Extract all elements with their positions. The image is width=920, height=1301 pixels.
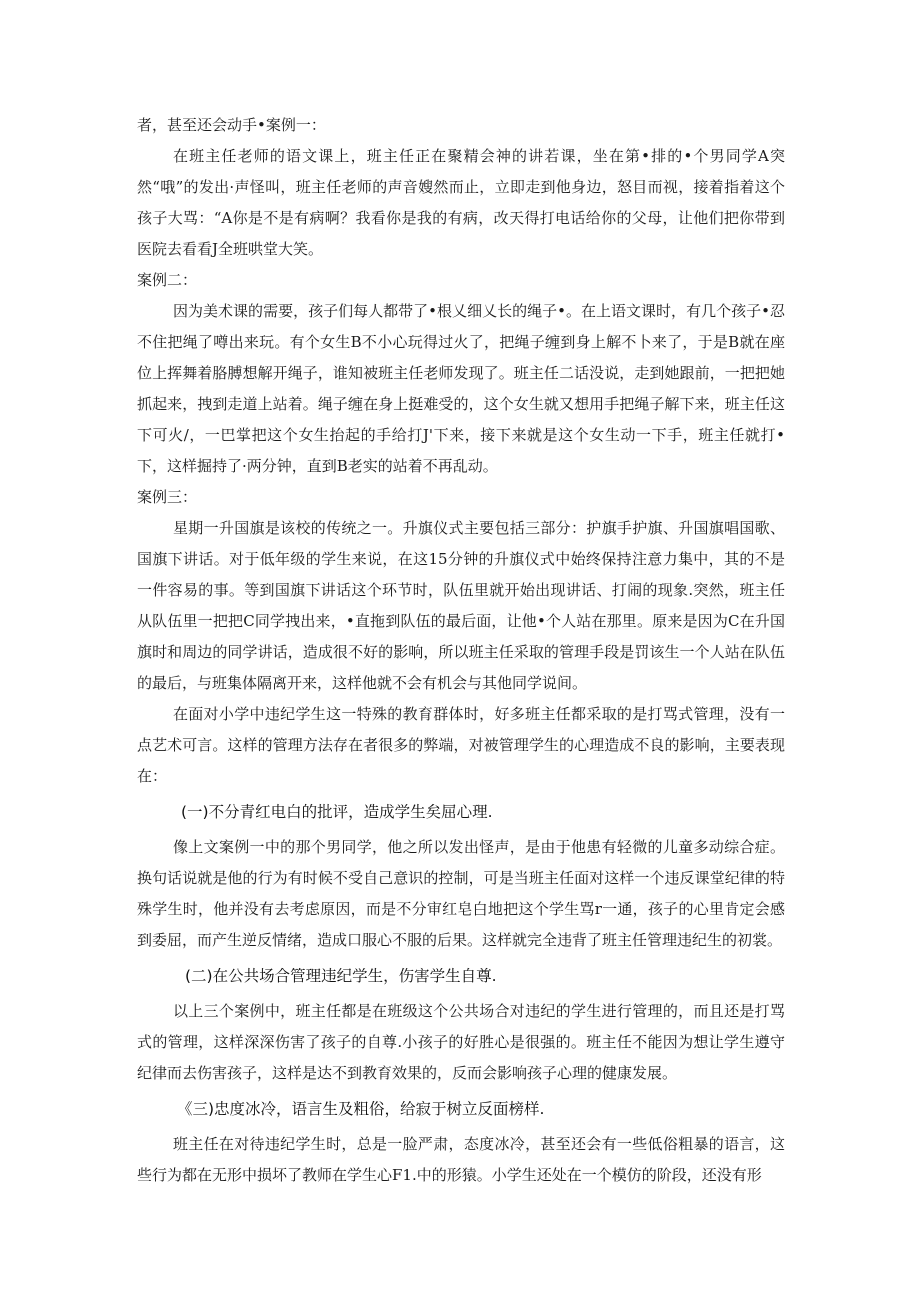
- section-heading-3: 《三)忠度冰冷，语言生及粗俗，给寂于树立反面榜样.: [177, 1100, 545, 1118]
- paragraph-summary: 在面对小学中违纪学生这一特殊的教育群体时，好多班主任都采取的是打骂式管理，没有一点艺术可言。这样的管理方法存在者很多的弊端，对被管理学生的心理造成不良的影响，主要表现在：: [137, 705, 785, 785]
- document-body: [137, 110, 785, 1191]
- paragraph-section-3: 班主任在对待违纪学生时，总是一脸严肃，态度冰冷，甚至还会有一些低俗粗暴的语言，这些行为都在无形中损坏了教师在学生心F1.中的形猿。小学生还处在一个模仿的阶段，还没有形: [137, 1135, 785, 1184]
- paragraph-case-three: 星期一升国旗是该校的传统之一。升旗仪式主要包括三部分：护旗手护旗、升国旗唱国歌、国旗下讲话。对于低年级的学生来说，在这15分钟的升旗仪式中始终保持注意力集中，其的不是一件容易的事。等到国旗下讲话这个环节时，队伍里就开始出现讲话、打闹的现象.突然，班主任从队伍里一把把C同学拽出来，•直拖到队伍的最后面，让他•个人站在那里。原来是因为C在升国旗时和周边的同学讲话，造成很不好的影响，所以班主任采取的管理手段是罚该生一个人站在队伍的最后，与班集体隔离开来，这样他就不会有机会与其他同学说间。: [137, 519, 785, 692]
- paragraph-case-one-intro: 者，甚至还会动手•案例一：: [137, 116, 326, 134]
- paragraph-case-two: 因为美术课的需要，孩子们每人都带了•根乂细乂长的绳子•。在上语文课时，有几个孩子•忍不住把绳了噂出来玩。有个女生B不小心玩得过火了，把绳子缠到身上解不卜来了，于是B就在座位上挥舞着胳膊想解开绳子，谁知被班主任老师发现了。班主任二话没说，走到她跟前，一把把她抓起来，拽到走道上站着。绳子缠在身上挺难受的，这个女生就又想用手把绳子解下来，班主任这下可火/，一巴掌把这个女生抬起的手给打J'下来，接下来就是这个女生动一下手，班主任就打•下，这样掘持了·两分钟，直到B老实的站着不再乱动。: [137, 302, 785, 475]
- paragraph-section-2: 以上三个案例中，班主任都是在班级这个公共场合对违纪的学生进行管理的，而且还是打骂式的管理，这样深深伤害了孩子的自尊.小孩子的好胜心是很强的。班主任不能因为想让学生遵守纪律而去伤害孩子，这样是达不到教育效果的，反而会影响孩子心理的健康发展。: [137, 1002, 785, 1082]
- case-two-label: 案例二：: [137, 271, 198, 289]
- section-heading-2: (二)在公共场合管理违纪学生，伤害学生自尊.: [185, 967, 497, 985]
- case-three-label: 案例三：: [137, 488, 198, 506]
- section-heading-1: (一)不分青红电白的批评，造成学生矣屈心理.: [181, 803, 493, 821]
- paragraph-case-one: 在班主任老师的语文课上，班主任正在聚精会神的讲若课，坐在第•排的•个男同学A突然“哦”的发出·声怪叫，班主任老师的声音嫂然而止，立即走到他身边，怒目而视，接着指着这个孩子大骂：“A你是不是有病啊？我看你是我的有病，改天得打电话给你的父母，让他们把你带到医院去看看J全班哄堂大笑。: [137, 147, 785, 258]
- paragraph-section-1: 像上文案例一中的那个男同学，他之所以发出怪声，是由于他患有轻微的儿童多动综合症。换句话说就是他的行为有时候不受自己意识的控制，可是当班主任面对这样一个违反课堂纪律的特殊学生时，他并没有去考虑原因，而是不分审红皂白地把这个学生骂r一通，孩子的心里肯定会感到委屈，而产生逆反情绪，造成口服心不服的后果。这样就完全违背了班主任管理违纪生的初裳。: [137, 838, 785, 949]
